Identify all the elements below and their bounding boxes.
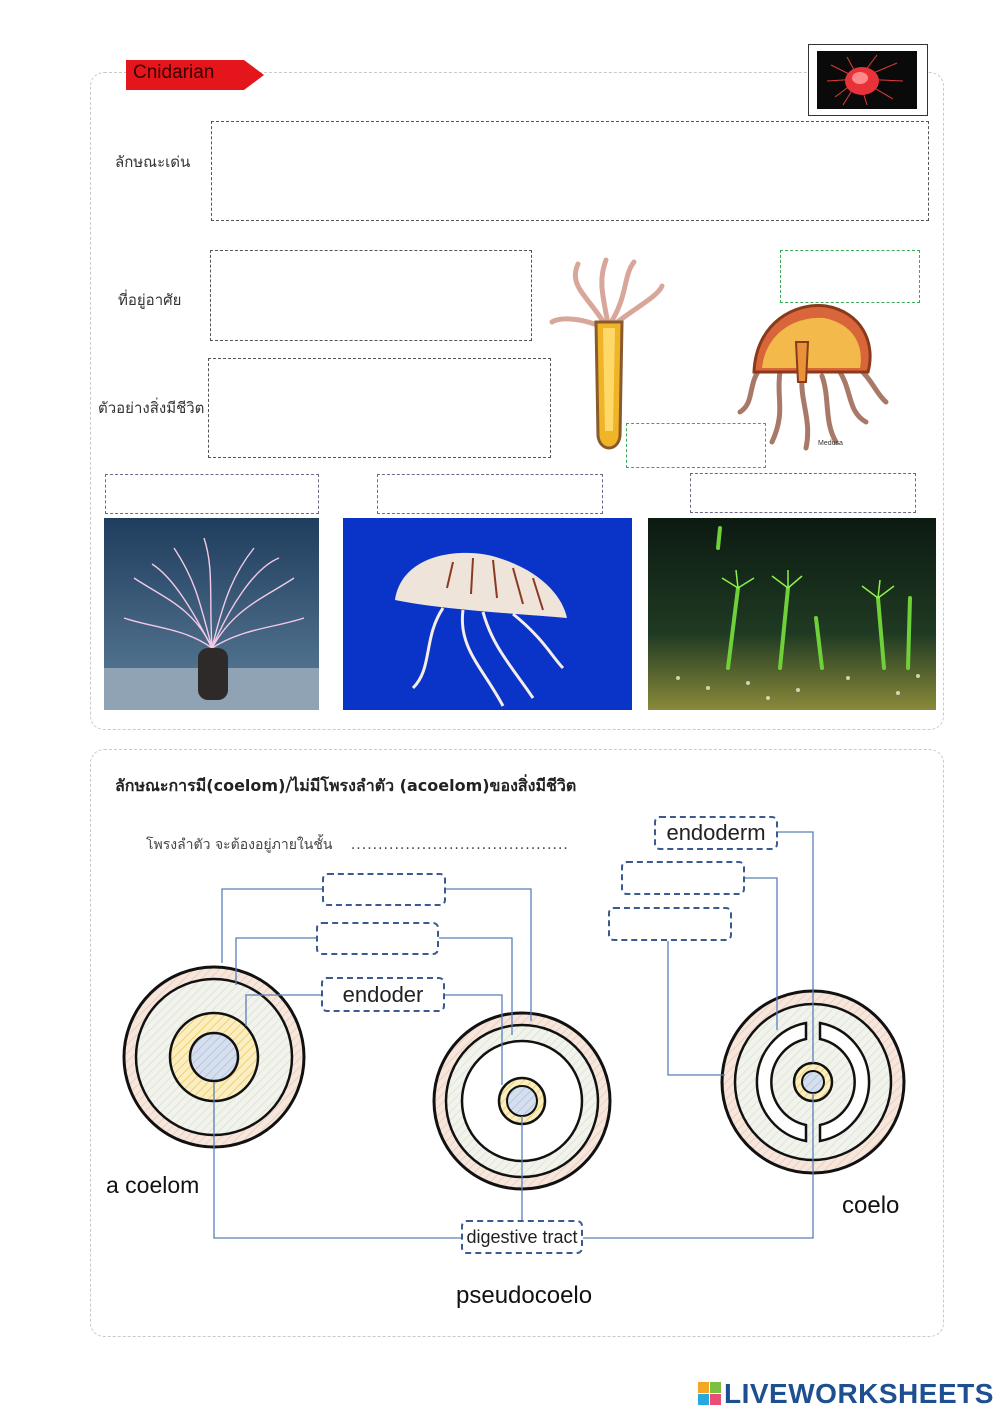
- label-examples: ตัวอย่างสิ่งมีชีวิต: [98, 399, 205, 417]
- coelom-blank-box-2[interactable]: [608, 907, 732, 941]
- endoderm-label: endoderm: [666, 820, 766, 845]
- label-habitat: ที่อยู่อาศัย: [118, 291, 182, 309]
- endoderm-box[interactable]: [654, 816, 778, 850]
- liveworksheets-icon: [698, 1382, 722, 1406]
- acoelom-mesoderm-box[interactable]: [316, 922, 439, 955]
- coelom-question-text: โพรงลำตัว จะต้องอยู่ภายในชั้น: [146, 837, 333, 853]
- coelom-label: coelo: [842, 1192, 900, 1219]
- medusa-caption: Medusa: [818, 440, 843, 447]
- cnidarian-tag-label: Cnidarian: [133, 62, 215, 83]
- liveworksheets-logo[interactable]: [698, 1378, 994, 1410]
- coelom-blank-box-1[interactable]: [621, 861, 745, 895]
- acoelom-ectoderm-box[interactable]: [322, 873, 446, 906]
- section2-title: ลักษณะการมี(coelom)/ไม่มีโพรงลำตัว (acoelom)ของสิ่งมีชีวิต: [115, 776, 577, 795]
- digestive-tract-box[interactable]: [461, 1220, 583, 1254]
- acoelom-label: a coelom: [106, 1172, 200, 1198]
- pseudocoelom-label: pseudocoelo: [456, 1282, 593, 1309]
- coelom-answer-blank[interactable]: ........................................: [350, 837, 569, 853]
- digestive-tract-label: digestive tract: [466, 1226, 578, 1247]
- liveworksheets-wordmark: LIVEWORKSHEETS: [724, 1378, 994, 1409]
- endoder-label: endoder: [342, 981, 424, 1007]
- endoder-box[interactable]: [321, 977, 445, 1012]
- label-distinctive: ลักษณะเด่น: [115, 153, 191, 171]
